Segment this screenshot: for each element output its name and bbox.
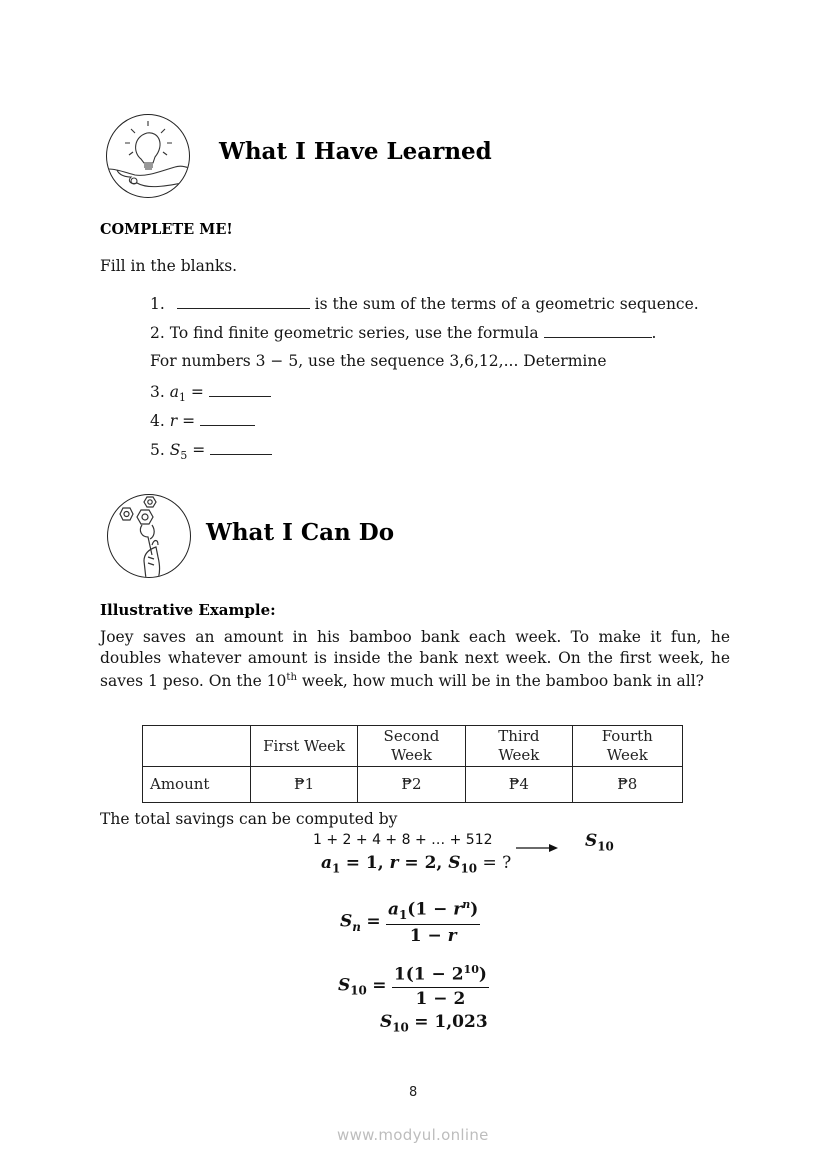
computation-intro: The total savings can be computed by bbox=[100, 810, 398, 828]
equals: = bbox=[182, 412, 196, 430]
item-text: To find finite geometric series, use the formula bbox=[169, 324, 539, 342]
subscript: 10 bbox=[597, 839, 614, 854]
item-number: 5. bbox=[150, 441, 165, 459]
variable: S bbox=[169, 441, 181, 459]
header-text: Week bbox=[390, 746, 432, 764]
watermark: www.modyul.online bbox=[337, 1126, 489, 1144]
value: = ? bbox=[477, 853, 512, 873]
determine-item-4 bbox=[150, 411, 255, 430]
paren: ) bbox=[478, 964, 487, 985]
exponent: n bbox=[462, 898, 471, 911]
result-value: 1,023 bbox=[434, 1012, 488, 1032]
variable: S bbox=[448, 853, 461, 873]
variable: S bbox=[585, 831, 598, 851]
determine-item-5 bbox=[150, 440, 272, 462]
fraction bbox=[392, 963, 489, 1009]
numerator bbox=[386, 898, 480, 925]
variable: a bbox=[169, 383, 179, 401]
header-text: Second bbox=[383, 727, 440, 745]
fill-item-1 bbox=[150, 294, 699, 313]
table-header-row bbox=[143, 726, 683, 767]
value: = 1, bbox=[345, 853, 390, 873]
determine-item-3 bbox=[150, 382, 271, 404]
subscript: 1 bbox=[332, 861, 341, 876]
answer-blank-3[interactable] bbox=[209, 382, 271, 397]
example-label: Illustrative Example: bbox=[100, 601, 276, 619]
denominator-text: 1 − bbox=[409, 926, 448, 947]
item-period: . bbox=[651, 324, 657, 342]
general-formula bbox=[340, 898, 480, 946]
value: = 2, bbox=[398, 853, 449, 873]
header-text: Third bbox=[498, 727, 540, 745]
table-cell: ₱2 bbox=[357, 767, 465, 803]
paren: ) bbox=[470, 899, 479, 920]
problem-text-1: Joey saves an amount in his bamboo bank each week. To make it fun, he doubles whatever amount is inside the bank next week. On the first week, he saves 1 peso. On the 10 bbox=[100, 628, 730, 691]
variable: a bbox=[388, 899, 400, 920]
header-text: Week bbox=[606, 746, 648, 764]
variable: r bbox=[389, 853, 399, 873]
item-text: is the sum of the terms of a geometric sequence. bbox=[314, 295, 699, 313]
subscript: 10 bbox=[392, 1020, 409, 1035]
problem-text-2: week, how much will be in the bamboo bank in all? bbox=[296, 672, 704, 691]
numerator bbox=[392, 963, 489, 988]
answer-blank-1[interactable] bbox=[177, 294, 310, 309]
series-line bbox=[313, 832, 493, 848]
page-number: 8 bbox=[409, 1085, 418, 1100]
weekly-savings-table bbox=[142, 725, 683, 803]
activity-label: COMPLETE ME! bbox=[100, 221, 233, 238]
variable: S bbox=[380, 1012, 393, 1032]
variable: S bbox=[338, 975, 351, 996]
arrow-icon bbox=[516, 838, 558, 857]
denominator-text: 1 − 2 bbox=[415, 988, 466, 1009]
variable: r bbox=[447, 926, 457, 947]
fill-item-2 bbox=[150, 323, 656, 342]
subscript: 10 bbox=[460, 861, 478, 876]
table-cell: ₱1 bbox=[251, 767, 357, 803]
equals: = bbox=[366, 911, 381, 932]
lightbulb-hand-icon bbox=[106, 114, 190, 198]
numerator-text: (1 − bbox=[407, 899, 454, 920]
table-cell: ₱8 bbox=[572, 767, 682, 803]
subscript: 5 bbox=[180, 449, 188, 463]
equals: = bbox=[414, 1012, 435, 1032]
instruction-text: Fill in the blanks. bbox=[100, 257, 238, 275]
subscript: 1 bbox=[178, 391, 186, 405]
variable: r bbox=[169, 412, 178, 430]
table-row bbox=[143, 767, 683, 803]
numerator-text: 1(1 − 2 bbox=[393, 964, 464, 985]
variable: S bbox=[340, 911, 353, 932]
series-expression: 1 + 2 + 4 + 8 + … + 512 bbox=[313, 832, 493, 848]
header-cell bbox=[572, 726, 682, 767]
denominator bbox=[386, 925, 480, 946]
variable: r bbox=[453, 899, 463, 920]
answer-blank-4[interactable] bbox=[200, 411, 255, 426]
variable: a bbox=[321, 853, 333, 873]
given-values bbox=[321, 853, 511, 875]
header-cell bbox=[466, 726, 572, 767]
answer-blank-5[interactable] bbox=[210, 440, 272, 455]
wrench-hand-icon bbox=[107, 494, 191, 578]
subscript: n bbox=[352, 919, 361, 934]
item-number: 3. bbox=[150, 383, 165, 401]
answer-blank-2[interactable] bbox=[544, 323, 652, 338]
result-line bbox=[380, 1012, 488, 1034]
header-text: First Week bbox=[263, 736, 346, 755]
subscript: 1 bbox=[399, 908, 408, 923]
equals: = bbox=[372, 975, 387, 996]
subscript: 10 bbox=[350, 983, 367, 998]
equals: = bbox=[190, 383, 204, 401]
problem-paragraph bbox=[100, 627, 730, 692]
denominator bbox=[392, 988, 489, 1009]
header-cell-empty bbox=[143, 726, 251, 767]
row-label: Amount bbox=[143, 767, 251, 803]
table-cell: ₱4 bbox=[466, 767, 572, 803]
sub-instruction: For numbers 3 − 5, use the sequence 3,6,12,... Determine bbox=[150, 352, 607, 370]
section-title-what-i-can-do: What I Can Do bbox=[206, 519, 395, 546]
header-cell bbox=[251, 726, 357, 767]
section-title-what-i-have-learned: What I Have Learned bbox=[219, 138, 492, 165]
item-number: 4. bbox=[150, 412, 165, 430]
item-number: 2. bbox=[150, 324, 165, 342]
header-cell bbox=[357, 726, 465, 767]
exponent: 10 bbox=[463, 963, 479, 976]
specific-formula bbox=[338, 963, 489, 1009]
fraction bbox=[386, 898, 480, 946]
series-target bbox=[585, 831, 614, 853]
ordinal-suffix: th bbox=[286, 672, 297, 683]
item-number: 1. bbox=[150, 295, 165, 313]
header-text: Week bbox=[498, 746, 540, 764]
header-text: Fourth bbox=[601, 727, 653, 745]
equals: = bbox=[192, 441, 206, 459]
